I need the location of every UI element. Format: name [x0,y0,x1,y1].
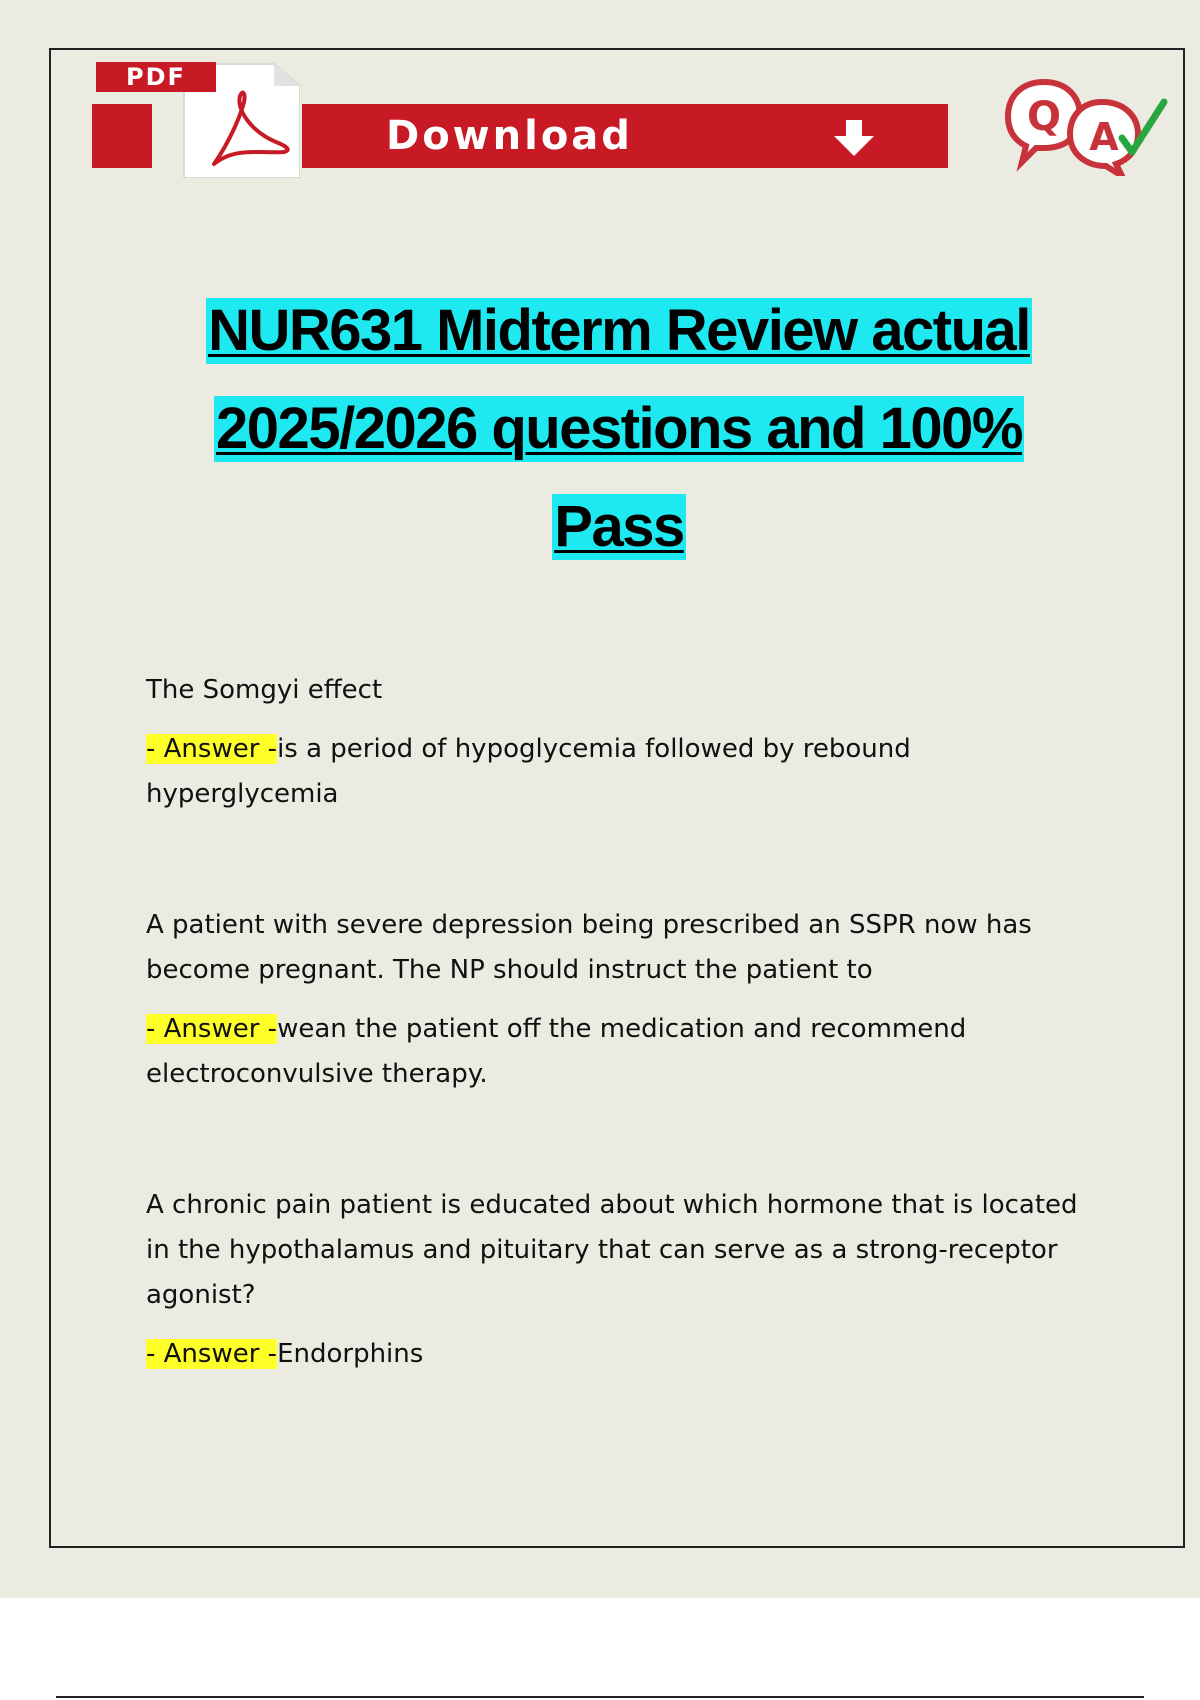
title-line-1: NUR631 Midterm Review actual [208,298,1030,363]
answer-text: is a period of hypoglycemia followed by rebound hyperglycemia [146,734,911,809]
logo-letter-q: Q [1026,94,1062,140]
qa-list [146,668,1106,1463]
answer-text: Endorphins [277,1339,424,1369]
qa-item [146,1183,1106,1377]
question-text: A chronic pain patient is educated about which hormone that is located in the hypothalamus and pituitary that can serve as a strong-receptor agonist? [146,1190,1078,1310]
answer [146,1007,1106,1097]
download-label: Download [386,113,633,159]
answer-tag: - Answer - [146,1014,278,1044]
answer [146,1332,1106,1377]
question-text: The Somgyi effect [146,675,383,705]
answer-tag: - Answer - [146,1339,278,1369]
qa-checkmark-logo [1004,76,1174,176]
title-line-2: 2025/2026 questions and 100% [216,396,1022,461]
answer-tag: - Answer - [146,734,278,764]
page-separator-line [56,1696,1144,1698]
title-line-3: Pass [554,494,684,559]
banner-left-stripe [92,104,152,168]
download-arrow-icon [832,118,876,158]
logo-letter-a: A [1089,115,1119,159]
answer-text: wean the patient off the medication and recommend electroconvulsive therapy. [146,1014,967,1089]
pdf-tab-label: PDF [96,62,216,92]
download-banner[interactable] [92,60,862,180]
qa-item [146,903,1106,1097]
document-title [120,298,1118,592]
question-text: A patient with severe depression being prescribed an SSPR now has become pregnant. The NP should instruct the patient to [146,910,1032,985]
qa-item [146,668,1106,817]
answer [146,727,1106,817]
